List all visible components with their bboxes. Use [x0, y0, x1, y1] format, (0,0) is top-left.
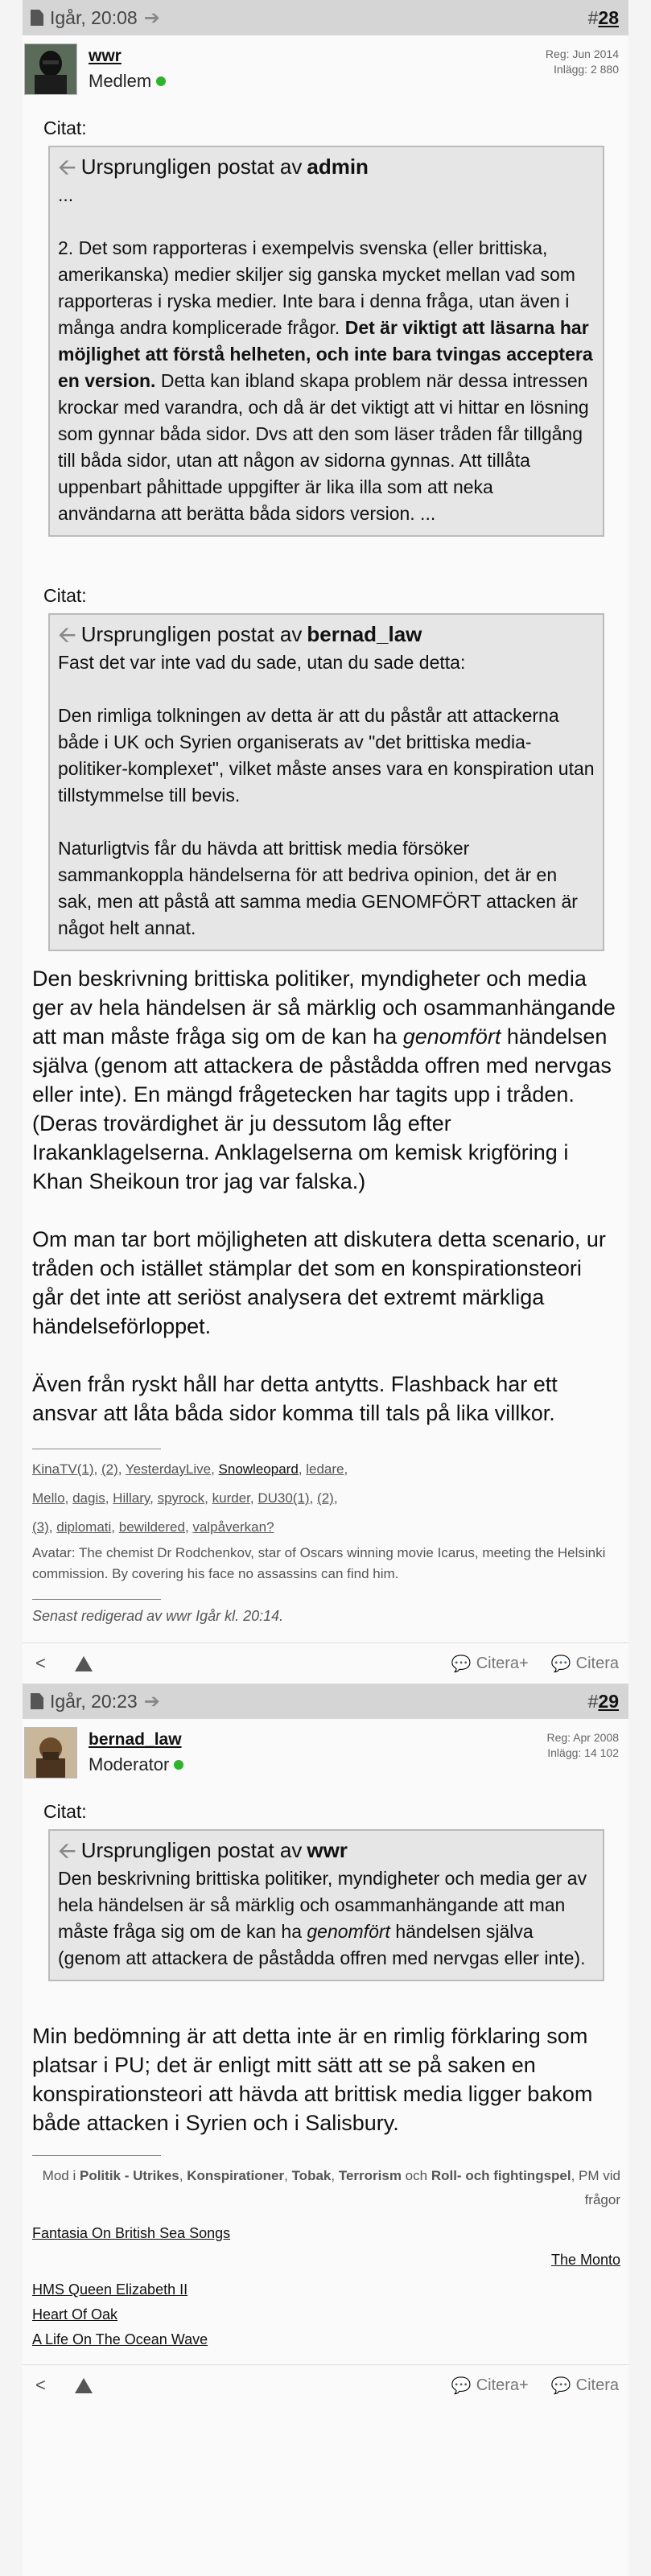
- sig-link[interactable]: HMS Queen Elizabeth II: [32, 2281, 188, 2298]
- quote-bubble-icon: 💬: [451, 1655, 472, 1673]
- post-count: Inlägg: 14 102: [547, 1746, 619, 1759]
- quote-label: Citat:: [43, 585, 87, 606]
- post-body: [23, 117, 628, 1625]
- sig-link[interactable]: (2): [317, 1490, 334, 1506]
- quote-text: Naturligtvis får du hävda att brittisk media försöker sammankoppla händelserna för att bedriva opinion, det är en sak, men att påstå att samma media GENOMFÖRT attacken är något helt annat.: [58, 838, 578, 938]
- post-28: [23, 0, 628, 1684]
- reg-date: Reg: Jun 2014: [545, 47, 619, 60]
- citera-plus-label: Citera+: [476, 1654, 529, 1672]
- avatar[interactable]: [24, 43, 77, 95]
- sig-link[interactable]: valpåverkan?: [192, 1519, 274, 1535]
- quote-label: Citat:: [43, 117, 87, 138]
- mod-suffix: , PM vid frågor: [571, 2168, 620, 2207]
- post-text: [32, 964, 617, 1428]
- text: Om man tar bort möjligheten att diskutera detta scenario, ur tråden och istället stämplar det som en konspirationsteori går det inte att seriöst analysera det extremt märkliga händelseförloppet.: [32, 1227, 606, 1338]
- quote-author: admin: [307, 155, 369, 179]
- quote-text: Fast det var inte vad du sade, utan du sade detta:: [58, 652, 466, 673]
- online-status-icon: [174, 1760, 183, 1770]
- quote-by-prefix: Ursprungligen postat av: [80, 622, 303, 646]
- reg-date: Reg: Apr 2008: [546, 1731, 619, 1744]
- quote-text-italic: genomfört: [307, 1921, 390, 1942]
- citera-button[interactable]: [551, 2376, 619, 2396]
- post-actions: [23, 1642, 628, 1684]
- quote-text: Den rimliga tolkningen av detta är att du påstår att attackerna både i UK och Syrien organiserats av "det brittiska media-politiker-komplexet", vilket måste anses vara en konspiration utan tillstymmelse till bevis.: [58, 705, 595, 806]
- post-num-prefix: #: [587, 1690, 599, 1712]
- right-margin: [628, 0, 651, 2576]
- user-role: Moderator: [89, 1754, 170, 1774]
- document-icon: [31, 1693, 43, 1709]
- quote-box: [48, 1829, 604, 1981]
- forum-konspirationer: Konspirationer: [187, 2168, 285, 2183]
- quote-bubble-icon: 💬: [451, 2376, 472, 2395]
- post-text: [32, 2022, 617, 2137]
- mod-prefix: Mod i: [42, 2168, 76, 2183]
- quote-arrow-icon[interactable]: 🡨: [58, 622, 76, 647]
- text: Min bedömning är att detta inte är en rimlig förklaring som platsar i PU; det är enligt mitt sätt att se på saken en konspirationsteori att hävda att brittisk media ligger bakom både attacken i Syrien och i Salisbury.: [32, 2024, 593, 2135]
- post-number-link[interactable]: 29: [598, 1690, 619, 1712]
- forum-terrorism: Terrorism: [338, 2168, 402, 2183]
- sig-link[interactable]: KinaTV(1): [32, 1461, 94, 1477]
- username-link[interactable]: bernad_law: [89, 1730, 182, 1749]
- quote-text-bold: Det är viktigt att läsarna har möjlighet att förstå helheten, och inte bara tvingas acceptera en version.: [58, 317, 593, 391]
- citera-label: Citera: [575, 1654, 619, 1672]
- author-block: [23, 35, 628, 106]
- quote-box: [48, 146, 604, 537]
- post-29: [23, 1684, 628, 2405]
- text: händelsen själva (genom att attackera de påstådda offren med nervgas eller inte). En mängd frågetecken har tagits upp i tråden. (Deras trovärdighet är ju dessutom låg efter Irakanklagelserna. Anklagelserna om kemisk krigföring i Khan Sheikoun tror jag var falska.): [32, 1024, 612, 1193]
- share-icon[interactable]: <: [35, 1653, 46, 1673]
- quote-by-prefix: Ursprungligen postat av: [80, 1838, 303, 1862]
- text: Även från ryskt håll har detta antytts. Flashback har ett ansvar att låta båda sidor komma till tals på lika villkor.: [32, 1372, 558, 1425]
- forum-tobak: Tobak: [291, 2168, 332, 2183]
- forum-rollspel: Roll- och fightingspel: [431, 2168, 571, 2183]
- sig-link[interactable]: The Monto: [550, 2252, 620, 2268]
- sig-link[interactable]: (2): [101, 1461, 118, 1477]
- thread: [23, 0, 628, 2576]
- quote-text: 2. Det som rapporteras i exempelvis svenska (eller brittiska, amerikanska) medier skiljer sig ganska mycket mellan vad som rapporteras i ryska medier. Inte bara i denna fråga, utan även i många andra komplicerade frågor.: [58, 237, 575, 338]
- mod-och: och: [405, 2168, 428, 2183]
- post-actions: [23, 2364, 628, 2405]
- avatar[interactable]: [24, 1727, 77, 1778]
- citera-plus-button[interactable]: [451, 2376, 529, 2396]
- quote-paragraph: [58, 1865, 595, 1972]
- sig-link[interactable]: dagis: [72, 1490, 105, 1506]
- avatar-caption: Avatar: The chemist Dr Rodchenkov, star of Oscars winning movie Icarus, meeting the Helsinki commission. By covering his face no assassins can find him.: [32, 1545, 606, 1581]
- post-num-prefix: #: [587, 6, 599, 28]
- username-link[interactable]: wwr: [89, 47, 122, 65]
- signature-links: [32, 2225, 628, 2348]
- quote-text: händelsen själva (genom att attackera de påstådda offren med nervgas eller inte).: [58, 1921, 586, 1968]
- post-body: [23, 1801, 628, 2348]
- edited-note: Senast redigerad av wwr Igår kl. 20:14.: [32, 1608, 284, 1624]
- sig-link[interactable]: A Life On The Ocean Wave: [32, 2331, 208, 2347]
- arrow-right-icon[interactable]: ➔: [143, 6, 160, 29]
- report-warning-icon[interactable]: [75, 1656, 93, 1671]
- moderator-info: Mod i Politik - Utrikes, Konspirationer, Tobak, Terrorism och Roll- och fightingspel, PM vid frågor: [42, 2168, 620, 2207]
- quote-by-prefix: Ursprungligen postat av: [80, 155, 303, 179]
- sig-link[interactable]: Mello: [32, 1490, 65, 1506]
- user-role: Medlem: [89, 71, 152, 91]
- post-header: [23, 0, 628, 35]
- share-icon[interactable]: <: [35, 2375, 46, 2395]
- signature: KinaTV(1), (2), YesterdayLive, Snowleopard, ledare, Mello, dagis, Hillary, spyrock, kurder, DU30(1), (2), (3), diplomati, bewildered, valpåverkan? Avatar: The chemist Dr Rodchenkov, star of Oscars winning movie Icarus, meeting the Helsinki commission. By covering his face no assassins can find him.: [32, 1457, 628, 1585]
- quote-text: Den beskrivning brittiska politiker, myndigheter och media ger av hela händelsen är så märklig och osammanhängande att man måste fråga sig om de kan ha: [58, 1868, 587, 1942]
- text: Den beskrivning brittiska politiker, myndigheter och media ger av hela händelsen är så märklig och osammanhängande att man måste fråga sig om de kan ha: [32, 967, 616, 1049]
- citera-button[interactable]: [551, 1654, 619, 1674]
- citera-plus-button[interactable]: [451, 1654, 529, 1674]
- sig-link[interactable]: DU30(1): [258, 1490, 310, 1506]
- post-time: Igår, 20:08: [50, 6, 138, 28]
- sig-link[interactable]: YesterdayLive: [125, 1461, 212, 1477]
- quote-author: bernad_law: [307, 622, 422, 646]
- quote-paragraph: [58, 235, 595, 527]
- post-count: Inlägg: 2 880: [554, 63, 619, 76]
- quote-arrow-icon[interactable]: 🡨: [58, 1838, 76, 1863]
- citera-plus-label: Citera+: [476, 2376, 529, 2394]
- quote-text: Detta kan ibland skapa problem när dessa intressen krockar med varandra, och då är det viktigt att vi hittar en lösning som gynnar båda sidor. Dvs att den som läser tråden får tillgång till båda sidor, utan att någon av sidorna gynnas. Att tillåta uppenbart påhittade uppgifter är lika illa som att neka användarna att berätta båda sidors version. ...: [58, 370, 589, 524]
- document-icon: [31, 10, 43, 26]
- sig-link[interactable]: Hillary: [113, 1490, 150, 1506]
- post-header: [23, 1684, 628, 1719]
- sig-link[interactable]: spyrock: [157, 1490, 205, 1506]
- sig-link[interactable]: diplomati: [56, 1519, 112, 1535]
- sig-link[interactable]: (3): [32, 1519, 49, 1535]
- forum-politik: Politik - Utrikes: [79, 2168, 179, 2183]
- author-block: [23, 1719, 628, 1790]
- online-status-icon: [156, 76, 166, 86]
- left-margin: [0, 0, 23, 2576]
- quote-box: [48, 613, 604, 951]
- quote-bubble-icon: 💬: [550, 2376, 571, 2395]
- post-time: Igår, 20:23: [50, 1690, 138, 1712]
- quote-label: Citat:: [43, 1801, 87, 1822]
- signature-divider: [32, 2155, 161, 2156]
- sig-link[interactable]: bewildered: [118, 1519, 185, 1535]
- sig-link[interactable]: ledare: [306, 1461, 344, 1477]
- citera-label: Citera: [575, 2376, 619, 2394]
- post-number-link[interactable]: 28: [598, 6, 619, 28]
- quote-author: wwr: [307, 1838, 348, 1862]
- report-warning-icon[interactable]: [75, 2378, 93, 2393]
- edited-divider: [32, 1599, 161, 1600]
- quote-arrow-icon[interactable]: 🡨: [58, 155, 76, 179]
- text-italic: genomfört: [402, 1024, 501, 1049]
- sig-link[interactable]: Fantasia On British Sea Songs: [32, 2225, 231, 2241]
- quote-bubble-icon: 💬: [550, 1655, 571, 1673]
- sig-link[interactable]: kurder: [212, 1490, 250, 1506]
- quote-text: ...: [58, 184, 74, 205]
- sig-link[interactable]: Snowleopard: [218, 1461, 299, 1477]
- arrow-right-icon[interactable]: ➔: [143, 1690, 160, 1713]
- sig-link[interactable]: Heart Of Oak: [32, 2306, 118, 2323]
